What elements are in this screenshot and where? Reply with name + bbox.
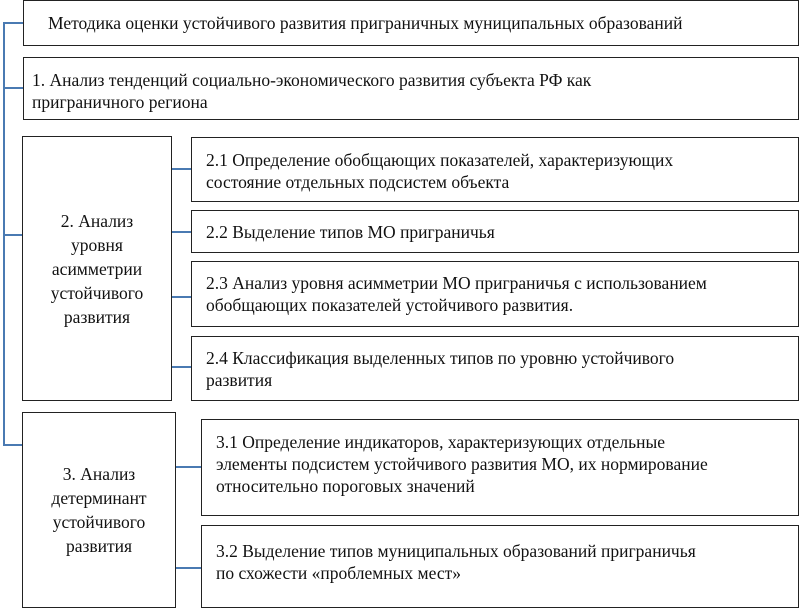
step3-box — [22, 412, 176, 608]
step3-connector — [3, 444, 22, 446]
substep-2-4-line1: 2.4 Классификация выделенных типов по уровню устойчивого — [206, 348, 675, 368]
substep-3-1-line1: 3.1 Определение индикаторов, характеризующих отдельные — [216, 432, 665, 452]
step3-label-line4: развития — [65, 536, 133, 556]
step1-label-line1: 1. Анализ тенденций социально-экономического развития субъекта РФ как — [32, 70, 592, 90]
substep-2-1-line1: 2.1 Определение обобщающих показателей, характеризующих — [206, 150, 674, 170]
step2-label-line5: развития — [63, 306, 131, 327]
step3-label-line2: детерминант — [51, 488, 147, 508]
step1-box — [23, 57, 799, 120]
step2-label-line3: асимметрии — [51, 258, 143, 279]
substep-2-3-line1: 2.3 Анализ уровня асимметрии МО приграничья с использованием — [206, 273, 707, 293]
step3-label-line3: устойчивого — [52, 512, 146, 532]
substep-2-3-box — [191, 261, 799, 327]
step1-label-line2: приграничного региона — [32, 92, 208, 112]
substep-3-2-line2: по схожести «проблемных мест» — [216, 563, 461, 583]
root-box — [23, 0, 799, 46]
step1-connector — [3, 87, 23, 89]
substep-2-1-box — [191, 137, 799, 202]
substep-3-2-line1: 3.2 Выделение типов муниципальных образований приграничья — [216, 541, 696, 561]
substep-3-1-box — [201, 419, 799, 516]
step2-label-line4: устойчивого — [50, 282, 144, 303]
step2-sub-connector — [172, 366, 191, 368]
substep-2-1-line2: состояние отдельных подсистем объекта — [206, 172, 510, 192]
step3-label-line1: 3. Анализ — [62, 464, 136, 484]
substep-2-4-box — [191, 336, 799, 401]
step2-sub-connector — [172, 296, 191, 298]
substep-2-2-box — [191, 210, 799, 253]
substep-3-1-line2: элементы подсистем устойчивого развития МО, их нормирование — [216, 454, 708, 474]
substep-3-2-box — [201, 525, 799, 608]
substep-2-3-line2: обобщающих показателей устойчивого развития. — [206, 295, 574, 315]
substep-3-1-line3: относительно пороговых значений — [216, 476, 475, 496]
step3-sub-connector — [176, 466, 201, 468]
step2-label-line2: уровня — [71, 234, 123, 255]
root-connector — [3, 22, 23, 24]
root-label: Методика оценки устойчивого развития приграничных муниципальных образований — [48, 13, 683, 33]
substep-2-2-line1: 2.2 Выделение типов МО приграничья — [206, 222, 495, 242]
step2-label-line1: 2. Анализ — [60, 210, 134, 231]
step3-sub-connector — [176, 567, 201, 569]
step2-box — [22, 136, 172, 401]
substep-2-4-line2: развития — [206, 370, 273, 390]
step2-connector — [3, 234, 22, 236]
step2-sub-connector — [172, 231, 191, 233]
step2-sub-connector — [172, 168, 191, 170]
